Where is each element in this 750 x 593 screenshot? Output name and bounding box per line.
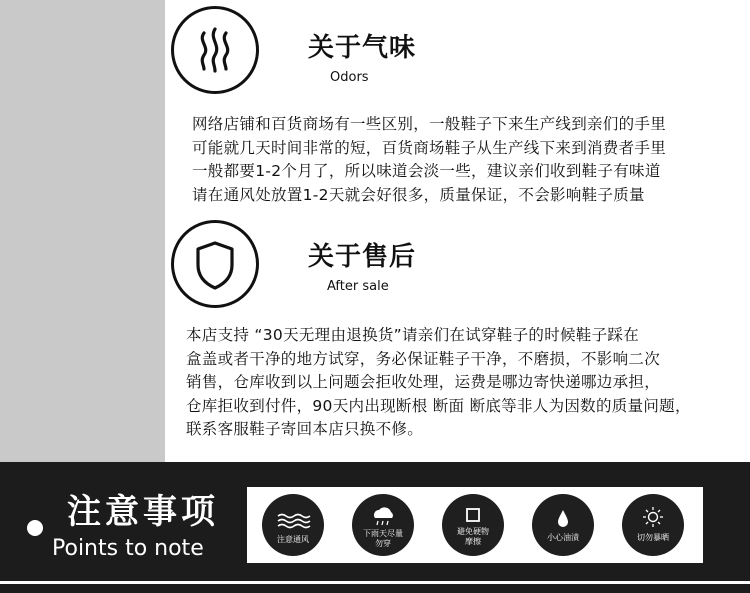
care-item-hard-objects [442, 494, 504, 556]
after-sale-line-3: 销售，仓库收到以上问题会拒收处理，运费是哪边寄快递哪边承担， [186, 373, 661, 391]
odor-icon [171, 6, 259, 94]
odor-subtitle: Odors [330, 70, 369, 85]
after-sale-line-2: 盒盖或者干净的地方试穿，务必保证鞋子干净，不磨损，不影响二次 [186, 349, 661, 368]
after-sale-line-4: 仓库拒收到付件，90天内出现断根 断面 断底等非人为因数的质量问题， [186, 396, 691, 415]
odor-paragraph [192, 113, 666, 207]
left-gray-band [0, 0, 165, 462]
odor-line-4: 请在通风处放置1-2天就会好很多，质量保证，不会影响鞋子质量 [192, 185, 645, 204]
care-label-oil: 小心油渍 [547, 533, 579, 542]
care-icons-panel [247, 487, 703, 563]
after-sale-icon [171, 220, 259, 308]
ventilation-waves-icon [262, 494, 324, 556]
odor-line-3: 一般都要1-2个月了，所以味道会淡一些，建议亲们收到鞋子有味道 [192, 162, 661, 180]
after-sale-paragraph [186, 324, 691, 442]
care-label-hard-2: 摩擦 [465, 537, 481, 546]
care-label-sun: 切勿暴晒 [637, 533, 669, 542]
notes-title: 注意事项 [67, 492, 219, 532]
care-item-oil [532, 494, 594, 556]
after-sale-line-1: 本店支持 “30天无理由退换货”请亲们在试穿鞋子的时候鞋子踩在 [186, 326, 640, 344]
after-sale-subtitle: After sale [327, 279, 389, 294]
after-sale-title: 关于售后 [308, 242, 417, 272]
sun-icon [622, 494, 684, 556]
after-sale-line-5: 联系客服鞋子寄回本店只换不修。 [186, 420, 424, 438]
care-item-ventilation [262, 494, 324, 556]
odor-line-2: 可能就几天时间非常的短，百货商场鞋子从生产线下来到消费者手里 [192, 138, 667, 157]
care-label-ventilation: 注意通风 [277, 535, 309, 544]
bullet-dot-icon [27, 520, 43, 536]
notes-subtitle: Points to note [52, 536, 204, 561]
bottom-divider [0, 581, 750, 584]
care-item-rain [352, 494, 414, 556]
oil-drop-icon [532, 494, 594, 556]
care-item-sun [622, 494, 684, 556]
shield-icon [174, 223, 256, 305]
care-label-rain-1: 下雨天尽量 [363, 529, 403, 538]
care-label-rain-2: 勿穿 [375, 539, 391, 548]
care-label-hard-1: 避免硬物 [457, 527, 489, 536]
odor-title: 关于气味 [308, 33, 417, 63]
odor-line-1: 网络店铺和百货商场有一些区别，一般鞋子下来生产线到亲们的手里 [192, 115, 667, 133]
